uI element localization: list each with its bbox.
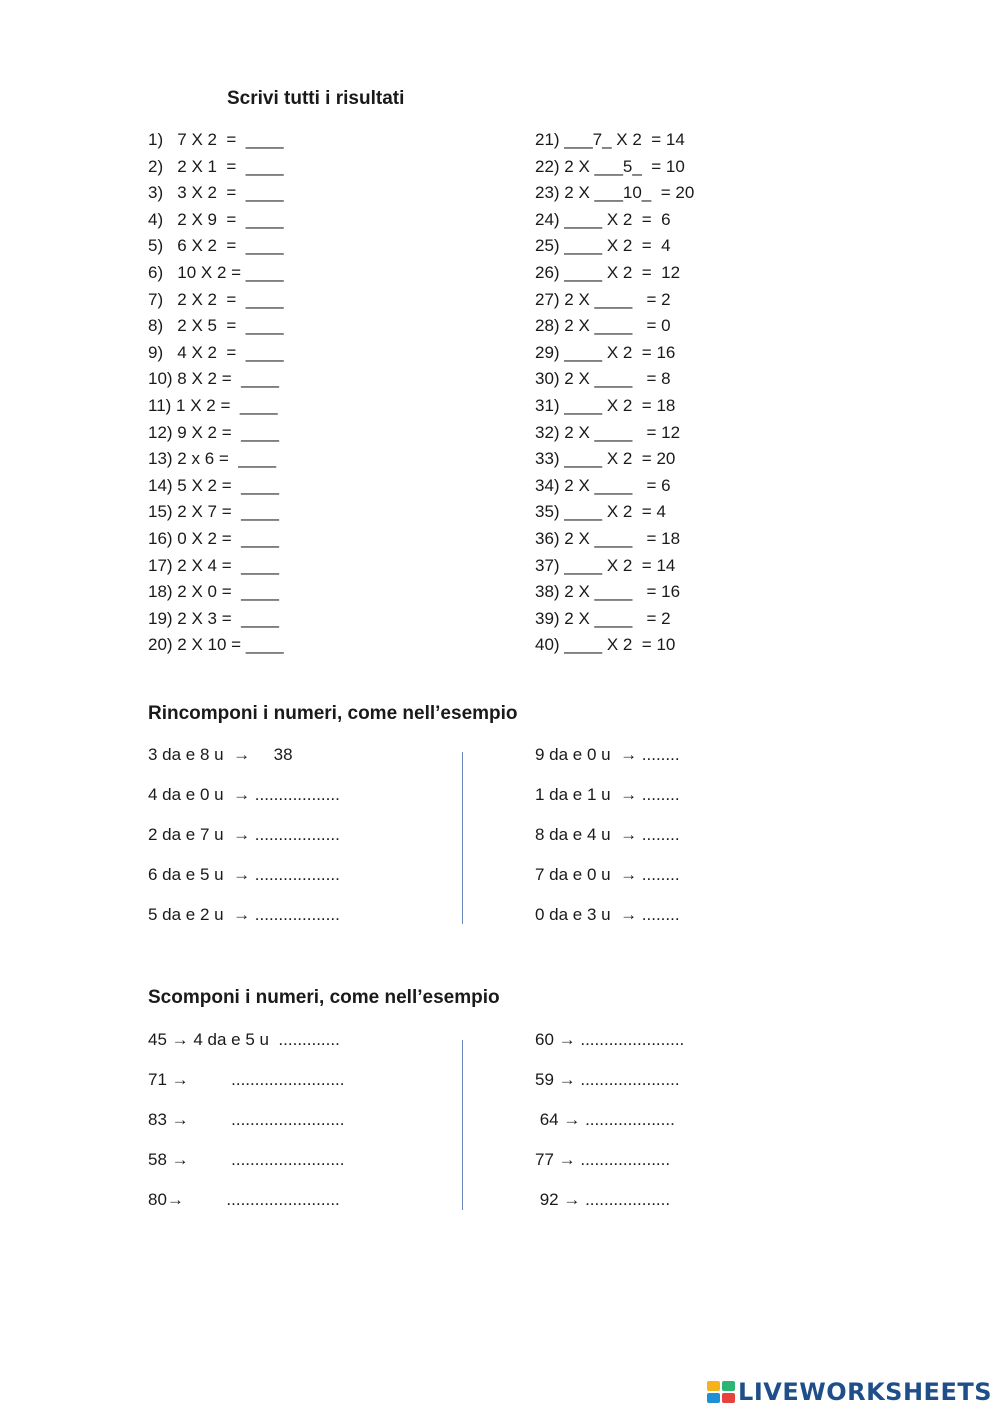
section2-title: Rincomponi i numeri, come nell’esempio bbox=[148, 703, 518, 724]
list-item: 9) 4 X 2 = ____ bbox=[148, 342, 284, 362]
column-divider bbox=[462, 1040, 463, 1210]
list-item: 14) 5 X 2 = ____ bbox=[148, 475, 279, 495]
list-item: 9 da e 0 u → ........ bbox=[535, 745, 680, 764]
list-item: 11) 1 X 2 = ____ bbox=[148, 396, 278, 415]
list-item: 77 → ................... bbox=[535, 1150, 671, 1169]
list-item: 10) 8 X 2 = ____ bbox=[148, 369, 279, 389]
list-item: 28) 2 X ____ = 0 bbox=[535, 316, 671, 336]
list-item: 7 da e 0 u → ........ bbox=[535, 865, 680, 884]
section3-title: Scomponi i numeri, come nell’esempio bbox=[148, 987, 500, 1008]
list-item: 35) ____ X 2 = 4 bbox=[535, 502, 666, 522]
list-item: 15) 2 X 7 = ____ bbox=[148, 502, 279, 522]
list-item: 29) ____ X 2 = 16 bbox=[535, 342, 676, 362]
list-item: 6 da e 5 u → .................. bbox=[148, 865, 340, 884]
section1-title: Scrivi tutti i risultati bbox=[227, 88, 405, 109]
list-item: 26) ____ X 2 = 12 bbox=[535, 263, 681, 282]
list-item: 6) 10 X 2 = ____ bbox=[148, 263, 284, 282]
list-item: 8) 2 X 5 = ____ bbox=[148, 316, 284, 336]
list-item: 27) 2 X ____ = 2 bbox=[535, 289, 671, 309]
column-divider bbox=[462, 752, 463, 924]
list-item: 23) 2 X ___10_ = 20 bbox=[535, 183, 695, 203]
list-item: 16) 0 X 2 = ____ bbox=[148, 529, 279, 548]
list-item: 40) ____ X 2 = 10 bbox=[535, 635, 676, 655]
list-item: 38) 2 X ____ = 16 bbox=[535, 582, 681, 602]
list-item: 1 da e 1 u → ........ bbox=[535, 785, 680, 804]
list-item: 5 da e 2 u → .................. bbox=[148, 905, 340, 924]
list-item: 0 da e 3 u → ........ bbox=[535, 905, 680, 924]
list-item: 25) ____ X 2 = 4 bbox=[535, 236, 671, 256]
list-item: 37) ____ X 2 = 14 bbox=[535, 555, 676, 575]
list-item: 33) ____ X 2 = 20 bbox=[535, 449, 676, 469]
list-item: 21) ___7_ X 2 = 14 bbox=[535, 130, 685, 149]
list-item: 92 → .................. bbox=[535, 1190, 671, 1209]
list-item: 60 → ...................... bbox=[535, 1030, 685, 1049]
list-item: 8 da e 4 u → ........ bbox=[535, 825, 680, 844]
list-item: 2 da e 7 u → .................. bbox=[148, 825, 340, 844]
list-item: 18) 2 X 0 = ____ bbox=[148, 582, 279, 602]
list-item: 58 → ........................ bbox=[148, 1150, 345, 1169]
list-item: 20) 2 X 10 = ____ bbox=[148, 635, 284, 655]
list-item: 39) 2 X ____ = 2 bbox=[535, 608, 671, 628]
list-item: 30) 2 X ____ = 8 bbox=[535, 369, 671, 389]
list-item: 80→ ........................ bbox=[148, 1190, 340, 1209]
list-item: 36) 2 X ____ = 18 bbox=[535, 529, 681, 548]
list-item: 4 da e 0 u → .................. bbox=[148, 785, 340, 804]
list-item: 5) 6 X 2 = ____ bbox=[148, 236, 284, 256]
list-item: 31) ____ X 2 = 18 bbox=[535, 396, 676, 415]
logo-mark-icon bbox=[707, 1381, 735, 1403]
list-item: 59 → ..................... bbox=[535, 1070, 680, 1089]
list-item: 83 → ........................ bbox=[148, 1110, 345, 1129]
list-item: 13) 2 x 6 = ____ bbox=[148, 449, 277, 469]
list-item: 32) 2 X ____ = 12 bbox=[535, 422, 681, 442]
list-item: 64 → ................... bbox=[535, 1110, 675, 1129]
list-item: 24) ____ X 2 = 6 bbox=[535, 209, 671, 229]
list-item: 2) 2 X 1 = ____ bbox=[148, 156, 284, 176]
list-item: 3) 3 X 2 = ____ bbox=[148, 183, 284, 203]
logo-text: LIVEWORKSHEETS bbox=[738, 1378, 992, 1406]
list-item: 34) 2 X ____ = 6 bbox=[535, 475, 671, 495]
list-item: 22) 2 X ___5_ = 10 bbox=[535, 156, 685, 176]
list-item: 1) 7 X 2 = ____ bbox=[148, 130, 284, 149]
list-item: 45 → 4 da e 5 u ............. bbox=[148, 1030, 340, 1049]
list-item: 7) 2 X 2 = ____ bbox=[148, 289, 284, 309]
list-item: 71 → ........................ bbox=[148, 1070, 345, 1089]
list-item: 19) 2 X 3 = ____ bbox=[148, 608, 279, 628]
list-item: 17) 2 X 4 = ____ bbox=[148, 555, 279, 575]
liveworksheets-logo bbox=[707, 1379, 992, 1405]
list-item: 12) 9 X 2 = ____ bbox=[148, 422, 279, 442]
list-item: 4) 2 X 9 = ____ bbox=[148, 209, 284, 229]
list-item: 3 da e 8 u → 38 bbox=[148, 745, 293, 764]
